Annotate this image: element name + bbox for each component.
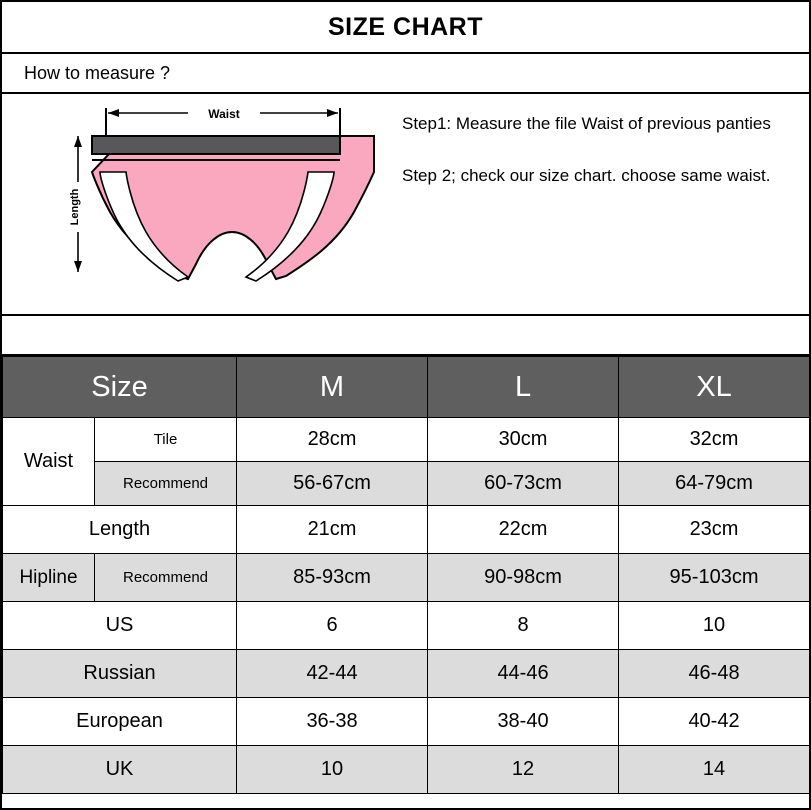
cell-european-xl: 40-42 — [619, 698, 810, 746]
step-2-text: Step 2; check our size chart. choose same waist. — [402, 166, 771, 185]
cell-russian-m: 42-44 — [237, 650, 428, 698]
cell-hipline-m: 85-93cm — [237, 554, 428, 602]
row-label-russian: Russian — [3, 650, 237, 698]
header-cell-m: M — [237, 357, 428, 418]
panty-illustration — [2, 94, 392, 314]
cell-european-l: 38-40 — [428, 698, 619, 746]
cell-waist-tile-xl: 32cm — [619, 418, 810, 462]
table-row — [3, 650, 810, 698]
cell-uk-xl: 14 — [619, 746, 810, 794]
panty-diagram-svg — [2, 94, 392, 314]
cell-length-m: 21cm — [237, 506, 428, 554]
cell-uk-m: 10 — [237, 746, 428, 794]
cell-waist-recommend-l: 60-73cm — [428, 462, 619, 506]
svg-text:Length: Length — [69, 188, 81, 226]
steps-panel — [392, 94, 809, 314]
cell-waist-tile-m: 28cm — [237, 418, 428, 462]
row-sublabel-hipline-recommend: Recommend — [95, 554, 237, 602]
row-sublabel-waist-recommend: Recommend — [95, 462, 237, 506]
step-1-text: Step1: Measure the file Waist of previous panties — [402, 114, 771, 133]
table-row — [3, 506, 810, 554]
spacer-band — [2, 316, 809, 356]
row-label-length: Length — [3, 506, 237, 554]
cell-european-m: 36-38 — [237, 698, 428, 746]
row-label-european: European — [3, 698, 237, 746]
cell-us-m: 6 — [237, 602, 428, 650]
cell-waist-tile-l: 30cm — [428, 418, 619, 462]
header-cell-xl: XL — [619, 357, 810, 418]
table-row — [3, 746, 810, 794]
cell-waist-recommend-xl: 64-79cm — [619, 462, 810, 506]
page-title: SIZE CHART — [328, 12, 483, 41]
row-label-uk: UK — [3, 746, 237, 794]
table-row — [3, 418, 810, 462]
cell-hipline-xl: 95-103cm — [619, 554, 810, 602]
row-label-hipline: Hipline — [3, 554, 95, 602]
cell-uk-l: 12 — [428, 746, 619, 794]
row-label-waist: Waist — [3, 418, 95, 506]
table-row — [3, 554, 810, 602]
cell-us-l: 8 — [428, 602, 619, 650]
header-cell-l: L — [428, 357, 619, 418]
how-to-measure-label: How to measure ? — [24, 62, 171, 83]
svg-text:Waist: Waist — [208, 107, 240, 121]
cell-us-xl: 10 — [619, 602, 810, 650]
row-sublabel-tile: Tile — [95, 418, 237, 462]
table-header-row — [3, 357, 810, 418]
table-row — [3, 602, 810, 650]
size-table — [2, 356, 810, 794]
cell-waist-recommend-m: 56-67cm — [237, 462, 428, 506]
row-label-us: US — [3, 602, 237, 650]
cell-russian-l: 44-46 — [428, 650, 619, 698]
cell-russian-xl: 46-48 — [619, 650, 810, 698]
header-cell-size: Size — [3, 357, 237, 418]
cell-length-l: 22cm — [428, 506, 619, 554]
table-row — [3, 698, 810, 746]
cell-length-xl: 23cm — [619, 506, 810, 554]
table-row — [3, 462, 810, 506]
title-bar — [2, 2, 809, 54]
how-to-measure-bar — [2, 54, 809, 94]
measure-block — [2, 94, 809, 316]
cell-hipline-l: 90-98cm — [428, 554, 619, 602]
